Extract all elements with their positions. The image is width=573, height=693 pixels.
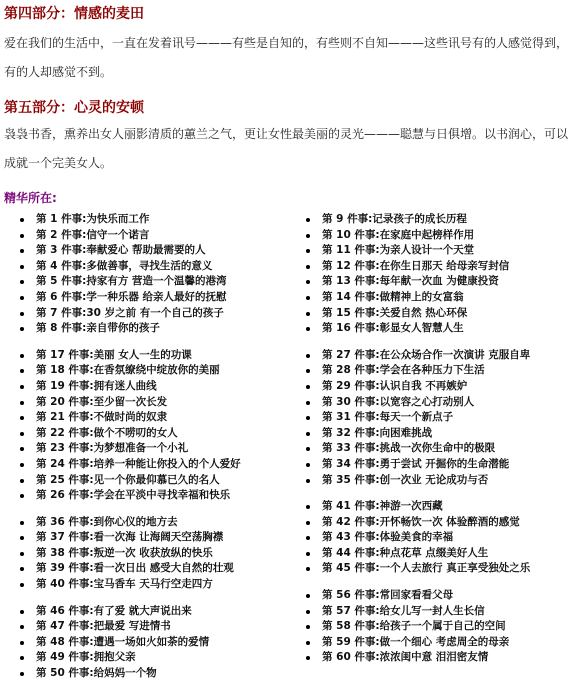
list-item-text: 第 23 件事:为梦想准备一个小礼 [36,442,189,455]
list-item-text: 第 49 件事:拥抱父亲 [36,651,136,664]
list-item-text: 第 7 件事:30 岁之前 有一个自己的孩子 [36,306,224,319]
list-item [306,650,566,666]
bullet-icon [20,583,24,587]
list-item [306,379,566,395]
section5-title: 第五部分：心灵的安顿 [4,100,144,116]
list-item [306,243,566,259]
list-item-text: 第 11 件事:为亲人设计一个天堂 [322,244,475,257]
item-group [306,348,566,488]
bullet-icon [306,567,310,571]
list-item [306,530,566,546]
list-item-text: 第 18 件事:在香氛缭绕中绽放你的美丽 [36,364,220,377]
list-item [20,577,280,593]
list-item [306,426,566,442]
list-item-text: 第 2 件事:信守一个诺言 [36,228,150,241]
bullet-icon [20,401,24,405]
list-item [20,546,280,562]
bullet-icon [306,521,310,525]
list-item-text: 第 13 件事:每年献一次血 为健康投资 [322,275,499,288]
list-item-text: 第 33 件事:挑战一次你生命中的极限 [322,442,496,455]
list-item-text: 第 35 件事:创一次业 无论成功与否 [322,473,489,486]
item-group [306,588,566,666]
highlights-label: 精华所在: [4,191,57,205]
list-item-text: 第 59 件事:做一个细心 考虑周全的母亲 [322,635,510,648]
list-item [20,426,280,442]
bullet-icon [20,567,24,571]
list-item-text: 第 42 件事:开怀畅饮一次 体验醉酒的感觉 [322,515,520,528]
bullet-icon [20,463,24,467]
bullet-icon [306,369,310,373]
list-item-text: 第 15 件事:关爱自然 热心环保 [322,306,468,319]
list-item [20,515,280,531]
list-item-text: 第 36 件事:到你心仪的地方去 [36,515,178,528]
list-item-text: 第 25 件事:见一个你最仰慕已久的名人 [36,473,220,486]
list-item-text: 第 45 件事:一个人去旅行 真正享受独处之乐 [322,562,531,575]
list-item [20,348,280,364]
section4-title: 第四部分：情感的麦田 [4,6,144,22]
bullet-icon [306,479,310,483]
list-item [20,212,280,228]
list-item-text: 第 14 件事:做精神上的女富翁 [322,290,464,303]
bullet-icon [20,494,24,498]
list-item-text: 第 46 件事:有了爱 就大声说出来 [36,604,192,617]
list-item [20,321,280,337]
list-item [20,228,280,244]
list-item-text: 第 8 件事:亲自带你的孩子 [36,322,160,335]
list-item [20,306,280,322]
bullet-icon [20,218,24,222]
bullet-icon [306,594,310,598]
list-item-text: 第 56 件事:常回家看看父母 [322,589,454,602]
list-item-text: 第 44 件事:种点花草 点缀美好人生 [322,546,489,559]
list-item [20,395,280,411]
list-item [306,259,566,275]
bullet-icon [306,656,310,660]
bullet-icon [20,416,24,420]
bullet-icon [306,354,310,358]
bullet-icon [20,641,24,645]
list-item-text: 第 60 件事:浓浓闺中意 泪泪密友情 [322,651,489,664]
list-item [306,604,566,620]
bullet-icon [20,296,24,300]
bullet-icon [20,625,24,629]
list-item-text: 第 29 件事:认识自我 不再嫉妒 [322,379,468,392]
bullet-icon [306,327,310,331]
list-item-text: 第 21 件事:不做时尚的奴隶 [36,411,168,424]
bullet-icon [306,505,310,509]
bullet-icon [20,249,24,253]
bullet-icon [306,280,310,284]
list-item [20,473,280,489]
list-item [306,274,566,290]
item-group [20,212,280,337]
list-item-text: 第 28 件事:学会在各种压力下生活 [322,364,485,377]
bullet-icon [306,218,310,222]
list-item [20,457,280,473]
bullet-icon [20,265,24,269]
list-item [20,274,280,290]
bullet-icon [20,432,24,436]
bullet-icon [20,656,24,660]
bullet-icon [306,296,310,300]
list-item-text: 第 58 件事:给孩子一个属于自己的空间 [322,620,506,633]
list-item-text: 第 5 件事:持家有方 营造一个温馨的港湾 [36,275,227,288]
list-item [306,473,566,489]
list-item [306,321,566,337]
list-item [20,259,280,275]
list-item-text: 第 26 件事:学会在平淡中寻找幸福和快乐 [36,489,231,502]
bullet-icon [20,610,24,614]
list-item-text: 第 24 件事:培养一种能让你投入的个人爱好 [36,457,241,470]
list-item-text: 第 9 件事:记录孩子的成长历程 [322,213,467,225]
bullet-icon [306,625,310,629]
list-item [20,604,280,620]
bullet-icon [20,369,24,373]
bullet-icon [306,416,310,420]
list-item [306,363,566,379]
list-item [306,457,566,473]
section5-text: 袅袅书香，熏养出女人丽影清质的蕙兰之气，更让女性最美丽的灵光———聪慧与日俱增。以书润心，可以成就一个完美女人。 [4,127,569,170]
list-item-text: 第 22 件事:做个不唠叨的女人 [36,426,178,439]
bullet-icon [306,234,310,238]
list-item-text: 第 30 件事:以宽容之心打动别人 [322,395,475,408]
list-item [20,666,280,682]
item-group [20,348,280,504]
list-item [306,619,566,635]
list-item-text: 第 47 件事:把最爱 写进情书 [36,620,171,633]
list-item [306,499,566,515]
bullet-icon [306,312,310,316]
bullet-icon [20,552,24,556]
list-item-text: 第 20 件事:至少留一次长发 [36,395,168,408]
bullet-icon [20,479,24,483]
list-item-text: 第 43 件事:体验美食的幸福 [322,531,454,544]
bullet-icon [306,249,310,253]
left-column [20,212,280,693]
item-group [20,515,280,593]
list-item-text: 第 12 件事:在你生日那天 给母亲写封信 [322,259,510,272]
bullet-icon [20,447,24,451]
item-group [306,499,566,577]
list-item-text: 第 17 件事:美丽 女人一生的功课 [36,348,192,361]
bullet-icon [306,432,310,436]
list-item [306,635,566,651]
list-item-text: 第 38 件事:叛逆一次 收获放纵的快乐 [36,546,213,559]
item-group [20,604,280,682]
list-item-text: 第 19 件事:拥有迷人曲线 [36,379,157,392]
bullet-icon [306,463,310,467]
list-item [306,228,566,244]
list-item-text: 第 50 件事:给妈妈一个物 [36,667,157,680]
list-item-text: 第 37 件事:看一次海 让海阔天空荡胸襟 [36,531,224,544]
list-item [20,530,280,546]
bullet-icon [20,312,24,316]
bullet-icon [306,536,310,540]
bullet-icon [306,401,310,405]
list-item-text: 第 3 件事:奉献爱心 帮助最需要的人 [36,244,206,257]
bullet-icon [306,447,310,451]
bullet-icon [20,536,24,540]
right-column [306,212,566,677]
list-item [20,488,280,504]
list-item [20,441,280,457]
list-item-text: 第 40 件事:宝马香车 天马行空走四方 [36,578,213,591]
list-item [20,363,280,379]
list-item [306,515,566,531]
bullet-icon [306,385,310,389]
bullet-icon [20,234,24,238]
list-item [306,441,566,457]
list-item [306,546,566,562]
list-item [20,561,280,577]
list-item [20,243,280,259]
list-item [20,290,280,306]
bullet-icon [20,521,24,525]
bullet-icon [306,265,310,269]
list-item [306,348,566,364]
list-item-text: 第 34 件事:勇于尝试 开掘你的生命潜能 [322,457,510,470]
list-item [306,306,566,322]
list-item-text: 第 1 件事:为快乐而工作 [36,213,150,225]
list-item [306,561,566,577]
item-group [306,212,566,337]
list-item-text: 第 57 件事:给女儿写一封人生长信 [322,604,485,617]
list-item-text: 第 10 件事:在家庭中起榜样作用 [322,228,475,241]
list-item [306,290,566,306]
list-item [306,410,566,426]
bullet-icon [20,385,24,389]
list-item [20,379,280,395]
list-item-text: 第 41 件事:神游一次西藏 [322,500,443,513]
list-item [306,395,566,411]
list-item [306,588,566,604]
list-item-text: 第 32 件事:向困难挑战 [322,426,433,439]
list-item-text: 第 48 件事:遭遇一场如火如荼的爱情 [36,635,210,648]
list-item-text: 第 6 件事:学一种乐器 给亲人最好的抚慰 [36,290,227,303]
list-item-text: 第 4 件事:多做善事，寻找生活的意义 [36,259,213,272]
bullet-icon [20,672,24,676]
bullet-icon [306,641,310,645]
bullet-icon [20,354,24,358]
bullet-icon [20,280,24,284]
bullet-icon [306,552,310,556]
list-item [306,212,566,228]
bullet-icon [20,327,24,331]
list-item-text: 第 27 件事:在公众场合作一次演讲 克服自卑 [322,348,531,361]
list-item [20,650,280,666]
list-item-text: 第 31 件事:每天一个新点子 [322,411,454,424]
list-item [20,619,280,635]
section4-text: 爱在我们的生活中，一直在发着讯号———有些是自知的，有些则不自知———这些讯号有的人感觉得到，有的人却感觉不到。 [4,36,569,79]
bullet-icon [306,610,310,614]
list-item-text: 第 16 件事:彰显女人智慧人生 [322,322,464,335]
list-item [20,410,280,426]
list-item-text: 第 39 件事:看一次日出 感受大自然的壮观 [36,562,234,575]
list-item [20,635,280,651]
